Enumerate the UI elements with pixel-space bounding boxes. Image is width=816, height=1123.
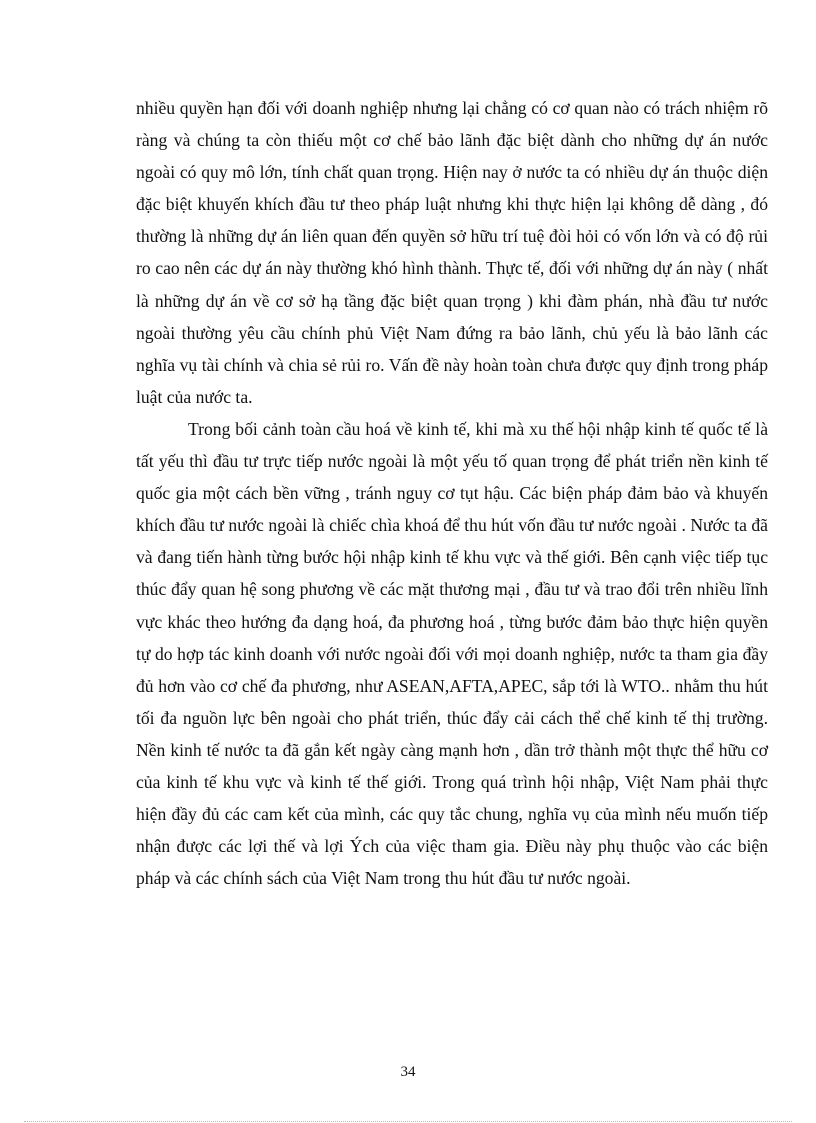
body-text <box>136 92 768 894</box>
page-number: 34 <box>400 1064 416 1080</box>
page-bottom-rule <box>24 1121 792 1122</box>
paragraph-continuation: nhiều quyền hạn đối với doanh nghiệp nhưng lại chẳng có cơ quan nào có trách nhiệm rõ ràng và chúng ta còn thiếu một cơ chế bảo lãnh đặc biệt dành cho những dự án nước ngoài có quy mô lớn, tính chất quan trọng. Hiện nay ở nước ta có nhiều dự án thuộc diện đặc biệt khuyến khích đầu tư theo pháp luật nhưng khi thực hiện lại không dễ dàng , đó thường là những dự án liên quan đến quyền sở hữu trí tuệ đòi hỏi có vốn lớn và có độ rủi ro cao nên các dự án này thường khó hình thành. Thực tế, đối với những dự án này ( nhất là những dự án về cơ sở hạ tầng đặc biệt quan trọng ) khi đàm phán, nhà đầu tư nước ngoài thường yêu cầu chính phủ Việt Nam đứng ra bảo lãnh, chủ yếu là bảo lãnh các nghĩa vụ tài chính và chia sẻ rủi ro. Vấn đề này hoàn toàn chưa được quy định trong pháp luật của nước ta. <box>136 98 768 407</box>
paragraph-globalization: Trong bối cảnh toàn cầu hoá về kinh tế, khi mà xu thế hội nhập kinh tế quốc tế là tất yếu thì đầu tư trực tiếp nước ngoài là một yếu tố quan trọng để phát triển nền kinh tế quốc gia một cách bền vững , tránh nguy cơ tụt hậu. Các biện pháp đảm bảo và khuyến khích đầu tư nước ngoài là chiếc chìa khoá để thu hút vốn đầu tư nước ngoài . Nước ta đã và đang tiến hành từng bước hội nhập kinh tế khu vực và thế giới. Bên cạnh việc tiếp tục thúc đẩy quan hệ song phương về các mặt thương mại , đầu tư và trao đổi trên nhiều lĩnh vực khác theo hướng đa dạng hoá, đa phương hoá , từng bước đảm bảo thực hiện quyền tự do hợp tác kinh doanh với nước ngoài đối với mọi doanh nghiệp, nước ta tham gia đầy đủ hơn vào cơ chế đa phương, như ASEAN,AFTA,APEC, sắp tới là WTO.. nhằm thu hút tối đa nguồn lực bên ngoài cho phát triển, thúc đẩy cải cách thể chế kinh tế thị trường. Nền kinh tế nước ta đã gắn kết ngày càng mạnh hơn , dần trở thành một thực thể hữu cơ của kinh tế khu vực và kinh tế thế giới. Trong quá trình hội nhập, Việt Nam phải thực hiện đầy đủ các cam kết của mình, các quy tắc chung, nghĩa vụ của mình nếu muốn tiếp nhận được các lợi thế và lợi Ých của việc tham gia. Điều này phụ thuộc vào các biện pháp và các chính sách của Việt Nam trong thu hút đầu tư nước ngoài. <box>136 418 768 889</box>
